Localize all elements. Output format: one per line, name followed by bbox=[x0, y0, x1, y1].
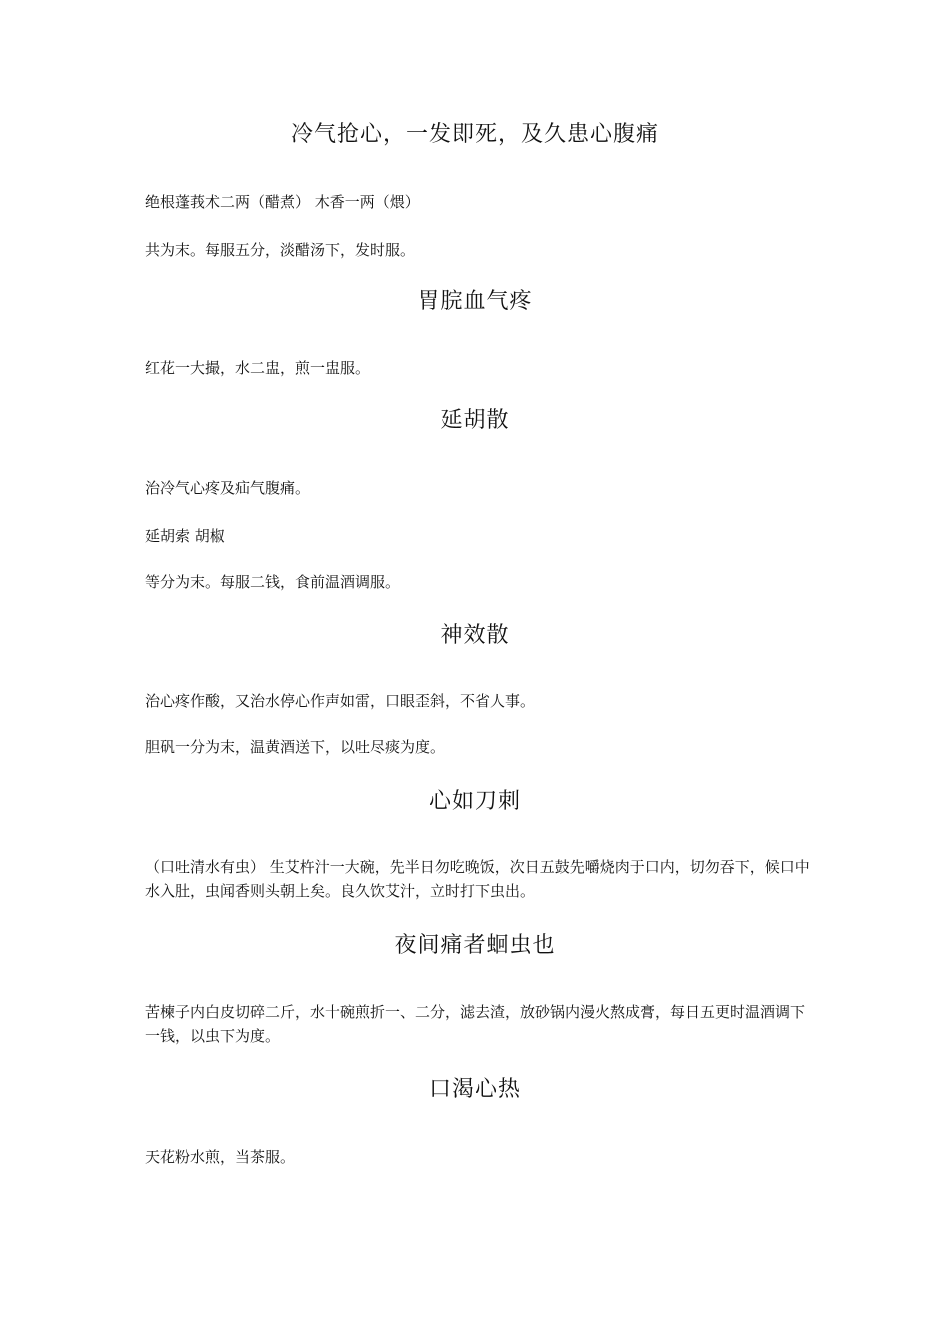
prescription-instructions: 胆矾一分为末，温黄酒送下，以吐尽痰为度。 bbox=[145, 738, 446, 756]
section-title-thirst-heat: 口渴心热 bbox=[428, 1077, 521, 1102]
prescription-instructions: 苦楝子内白皮切碎二斤，水十碗煎折一、二分，滤去渣，放砂锅内漫火熬成膏，每日五更时温酒调下一钱，以虫下为度。 bbox=[145, 1003, 806, 1045]
section-title-stomach-pain: 胃脘血气疼 bbox=[417, 289, 533, 314]
prescription-instructions: （口吐清水有虫） 生艾杵汁一大碗，先半日勿吃晚饭，次日五鼓先嚼烧肉于口内，切勿吞下，候口中水入肚，虫闻香则头朝上矣。良久饮艾汁，立时打下虫出。 bbox=[145, 858, 810, 900]
prescription-indication: 治心疼作酸，又治水停心作声如雷，口眼歪斜，不省人事。 bbox=[145, 692, 536, 710]
section-title-night-pain: 夜间痛者蛔虫也 bbox=[394, 933, 556, 958]
section-title-heart-stabbing: 心如刀刺 bbox=[428, 789, 521, 814]
prescription-ingredients: 延胡索 胡椒 bbox=[145, 527, 225, 545]
prescription-ingredients: 绝根蓬莪术二两（醋煮） 木香一两（煨） bbox=[145, 193, 420, 211]
prescription-instructions: 共为末。每服五分，淡醋汤下，发时服。 bbox=[145, 241, 416, 259]
section-title-shenxiao-san: 神效散 bbox=[440, 623, 510, 648]
prescription-instructions: 红花一大撮，水二盅，煎一盅服。 bbox=[145, 359, 371, 377]
prescription-instructions: 等分为末。每服二钱，食前温酒调服。 bbox=[145, 573, 401, 591]
prescription-instructions: 天花粉水煎，当茶服。 bbox=[145, 1148, 296, 1166]
section-title-cold-qi: 冷气抢心，一发即死，及久患心腹痛 bbox=[290, 122, 659, 147]
prescription-indication: 治冷气心疼及疝气腹痛。 bbox=[145, 479, 311, 497]
section-title-yanhu-san: 延胡散 bbox=[440, 408, 510, 433]
